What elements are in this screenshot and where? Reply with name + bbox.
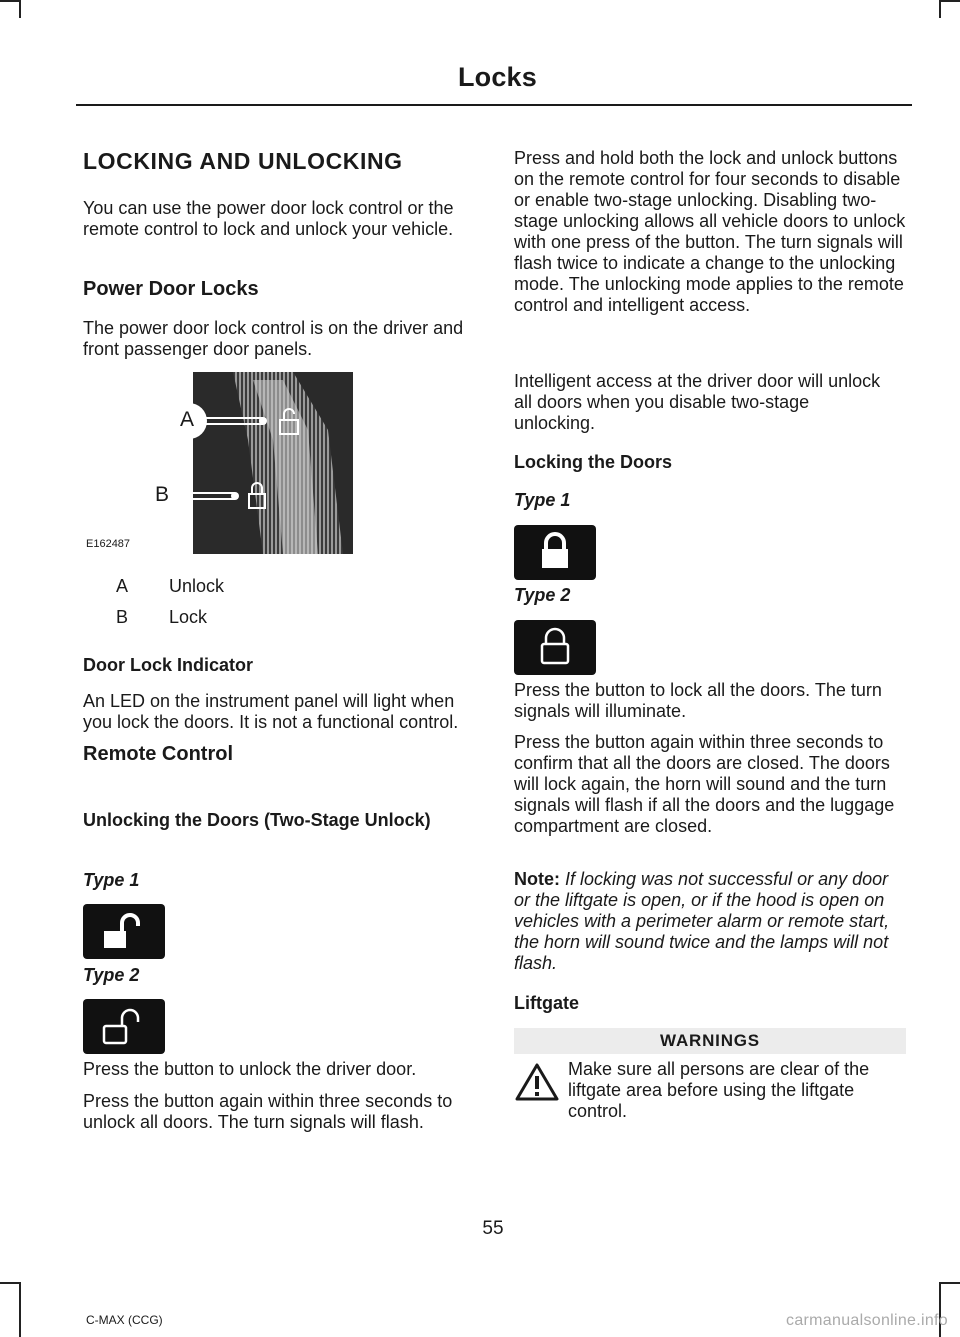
- crop-mark: [939, 0, 960, 2]
- remote-heading: Remote Control: [83, 743, 233, 765]
- crop-mark: [19, 0, 21, 18]
- unlock-type2-button: [83, 999, 165, 1054]
- callout-b: B: [155, 483, 170, 506]
- unlock-type1-button: [83, 904, 165, 959]
- section-heading: LOCKING AND UNLOCKING: [83, 148, 403, 174]
- crop-mark: [939, 0, 941, 18]
- locking-heading: Locking the Doors: [514, 452, 673, 472]
- padlock-open-outline-icon: [83, 999, 165, 1054]
- indicator-paragraph: An LED on the instrument panel will light when you lock the doors. It is not a functional control.: [83, 691, 459, 732]
- header-rule: [76, 104, 912, 106]
- figure-code: E162487: [86, 538, 131, 550]
- note-paragraph: [514, 869, 908, 974]
- warning-triangle-icon: [514, 1062, 560, 1107]
- lock-type1-label: Type 1: [514, 490, 571, 510]
- crop-mark: [939, 1282, 960, 1284]
- legend-label-b: Lock: [169, 607, 208, 627]
- legend-label-a: Unlock: [169, 576, 225, 596]
- power-locks-heading: Power Door Locks: [83, 278, 259, 300]
- intro-paragraph: You can use the power door lock control or the remote control to lock and unlock your vehicle.: [83, 198, 454, 239]
- liftgate-heading: Liftgate: [514, 993, 579, 1013]
- intelligent-access-paragraph: Intelligent access at the driver door will unlock all doors when you disable two-stage unlocking.: [514, 371, 881, 433]
- indicator-heading: Door Lock Indicator: [83, 655, 254, 675]
- lock-type1-button: [514, 525, 596, 580]
- door-panel-illustration: [83, 370, 353, 555]
- two-stage-paragraph: Press and hold both the lock and unlock buttons on the remote control for four seconds to disable or enable two-stage unlocking. Disabling two-stage unlocking allows all vehicle doors to unlock with one press of the button. The turn signals will flash twice to indicate a change to the unlocking mode. The unlocking mode applies to the remote control and intelligent access.: [514, 148, 906, 315]
- lock-type2-label: Type 2: [514, 585, 571, 605]
- page-title: Locks: [457, 62, 537, 92]
- unlock-paragraph-1: Press the button to unlock the driver door.: [83, 1059, 417, 1079]
- lock-type2-button: [514, 620, 596, 675]
- padlock-closed-icon: [514, 525, 596, 580]
- note-text: If locking was not successful or any door or the liftgate is open, or if the hood is open on vehicles with a perimeter alarm or remote start, the horn will sound twice and the lamps will not flash.: [514, 869, 890, 973]
- watermark: carmanualsonline.info: [786, 1312, 948, 1329]
- padlock-closed-outline-icon: [514, 620, 596, 675]
- lock-paragraph-2: Press the button again within three seconds to confirm that all the doors are closed. The doors will lock again, the horn will sound and the turn signals will flash if all the doors and the luggage compartment are closed.: [514, 732, 895, 836]
- callout-a: A: [180, 408, 195, 431]
- padlock-open-icon: [83, 904, 165, 959]
- legend-key-b: B: [116, 607, 129, 627]
- note-label: Note:: [514, 869, 560, 889]
- lock-paragraph-1: Press the button to lock all the doors. The turn signals will illuminate.: [514, 680, 882, 721]
- crop-mark: [0, 0, 21, 2]
- unlock-type1-label: Type 1: [83, 870, 140, 890]
- unlock-heading: Unlocking the Doors (Two-Stage Unlock): [83, 810, 431, 830]
- crop-mark: [19, 1282, 21, 1337]
- warnings-heading: WARNINGS: [514, 1028, 906, 1054]
- unlock-paragraph-2: Press the button again within three seconds to unlock all doors. The turn signals will flash.: [83, 1091, 453, 1132]
- unlock-type2-label: Type 2: [83, 965, 140, 985]
- crop-mark: [0, 1282, 21, 1284]
- page-number: 55: [482, 1218, 504, 1239]
- power-locks-paragraph: The power door lock control is on the driver and front passenger door panels.: [83, 318, 464, 359]
- legend-key-a: A: [116, 576, 129, 596]
- footer-model: C-MAX (CCG): [86, 1313, 163, 1327]
- door-lock-figure: [83, 370, 353, 555]
- warning-text: Make sure all persons are clear of the liftgate area before using the liftgate control.: [568, 1059, 870, 1121]
